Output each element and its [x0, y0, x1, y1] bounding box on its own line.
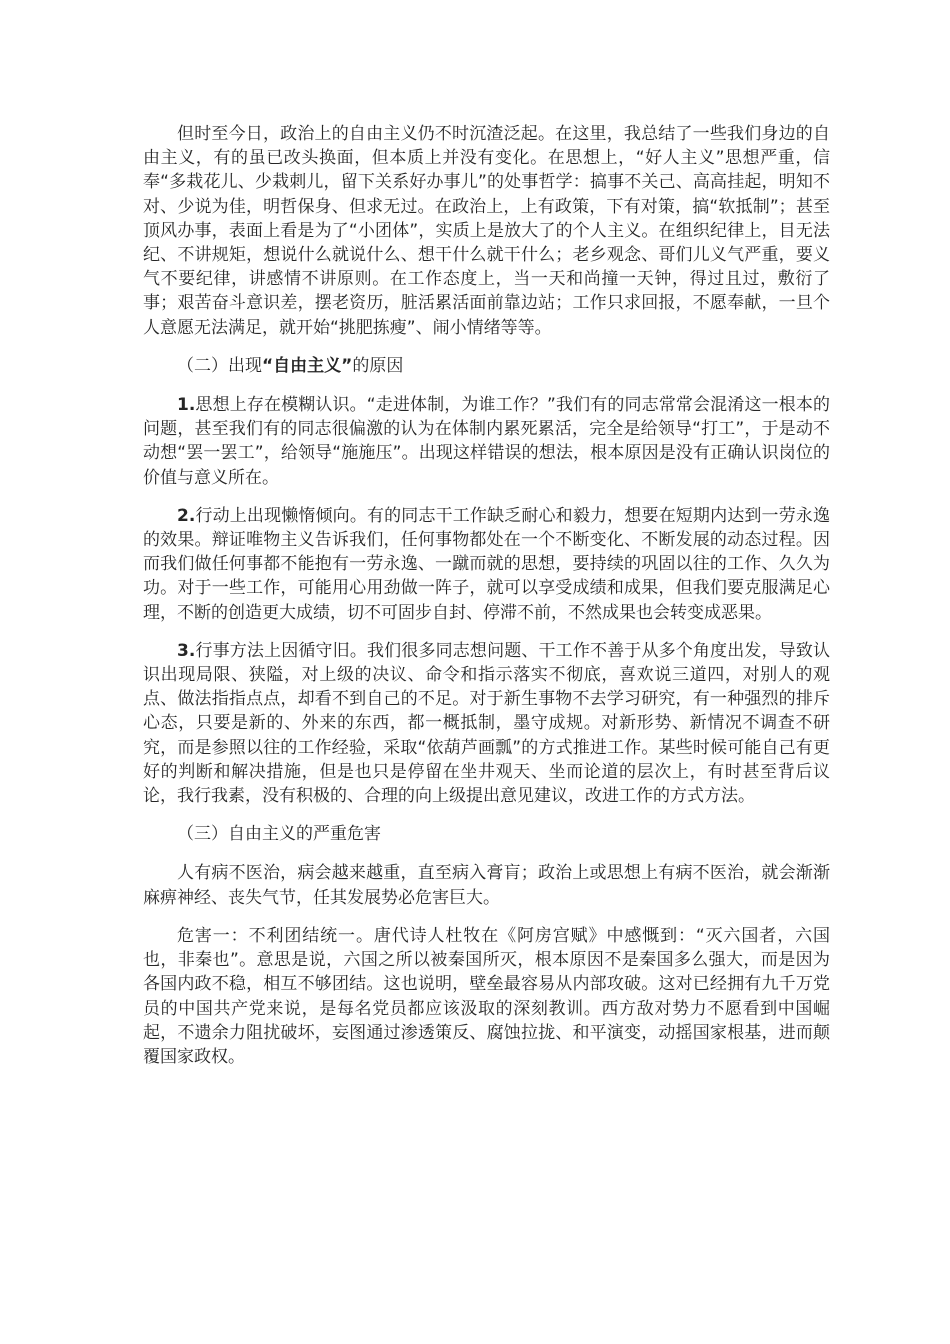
paragraph-cause-1 — [143, 393, 830, 490]
paragraph-harms-intro: 人有病不医治，病会越来越重，直至病入膏肓；政治上或思想上有病不医治，就会渐渐麻痹神经、丧失气节，任其发展势必危害巨大。 — [143, 863, 830, 908]
section-heading-harms: （三）自由主义的严重危害 — [177, 824, 381, 845]
cause-number: 2. — [177, 505, 196, 526]
paragraph-liberalism-manifestations: 但时至今日，政治上的自由主义仍不时沉渣泛起。在这里，我总结了一些我们身边的自由主义，有的虽已改头换面，但本质上并没有变化。在思想上，“好人主义”思想严重，信奉“多栽花儿、少栽刺儿，留下关系好办事儿”的处事哲学：搞事不关己、高高挂起，明知不对、少说为佳，明哲保身、但求无过。在政治上，上有政策，下有对策，搞“软抵制”；甚至顶风办事，表面上看是为了“小团体”，实质上是放大了的个人主义。在组织纪律上，目无法纪、不讲规矩，想说什么就说什么、想干什么就干什么；老乡观念、哥们儿义气严重，要义气不要纪律，讲感情不讲原则。在工作态度上，当一天和尚撞一天钟，得过且过，敷衍了事；艰苦奋斗意识差，摆老资历，脏活累活面前靠边站；工作只求回报，不愿奉献，一旦个人意愿无法满足，就开始“挑肥拣瘦”、闹小情绪等等。 — [143, 124, 830, 338]
paragraph-cause-2 — [143, 504, 830, 625]
heading-prefix: （二）出现 — [177, 355, 262, 376]
heading-quoted-term: “自由主义” — [262, 355, 353, 376]
cause-text: 行动上出现懒惰倾向。有的同志干工作缺乏耐心和毅力，想要在短期内达到一劳永逸的效果。辩证唯物主义告诉我们，任何事物都处在一个不断变化、不断发展的动态过程。因而我们做任何事都不能抱有一劳永逸、一蹴而就的思想，要持续的巩固以往的工作、久久为功。对于一些工作，可能用心用劲做一阵子，就可以享受成绩和成果，但我们要克服满足心理，不断的创造更大成绩，切不可固步自封、停滞不前，不然成果也会转变成恶果。 — [143, 505, 830, 623]
paragraph-harm-1: 危害一：不利团结统一。唐代诗人杜牧在《阿房宫赋》中感慨到：“灭六国者，六国也，非秦也”。意思是说，六国之所以被秦国所灭，根本原因不是秦国多么强大，而是因为各国内政不稳，相互不够团结。这也说明，壁垒最容易从内部攻破。这对已经拥有九千万党员的中国共产党来说，是每名党员都应该汲取的深刻教训。西方敌对势力不愿看到中国崛起，不遗余力阻扰破坏，妄图通过渗透策反、腐蚀拉拢、和平演变，动摇国家根基，进而颠覆国家政权。 — [143, 925, 830, 1067]
cause-text: 思想上存在模糊认识。“走进体制，为谁工作？”我们有的同志常常会混淆这一根本的问题，甚至我们有的同志很偏激的认为在体制内累死累活，完全是给领导“打工”，于是动不动想“罢一罢工”，给领导“施施压”。出现这样错误的想法，根本原因是没有正确认识岗位的价值与意义所在。 — [143, 395, 830, 488]
section-heading-causes — [143, 354, 830, 378]
cause-number: 3. — [177, 640, 196, 661]
heading-suffix: 的原因 — [352, 355, 404, 376]
cause-text: 行事方法上因循守旧。我们很多同志想问题、干工作不善于从多个角度出发，导致认识出现局限、狭隘，对上级的决议、命令和指示落实不彻底，喜欢说三道四，对别人的观点、做法指指点点，却看不到自己的不足。对于新生事物不去学习研究，有一种强烈的排斥心态，只要是新的、外来的东西，都一概抵制，墨守成规。对新形势、新情况不调查不研究，而是参照以往的工作经验，采取“依葫芦画瓢”的方式推进工作。某些时候可能自己有更好的判断和解决措施，但是也只是停留在坐井观天、坐而论道的层次上，有时甚至背后议论，我行我素，没有积极的、合理的向上级提出意见建议，改进工作的方式方法。 — [143, 640, 830, 807]
cause-number: 1. — [177, 395, 196, 416]
paragraph-cause-3 — [143, 639, 830, 808]
